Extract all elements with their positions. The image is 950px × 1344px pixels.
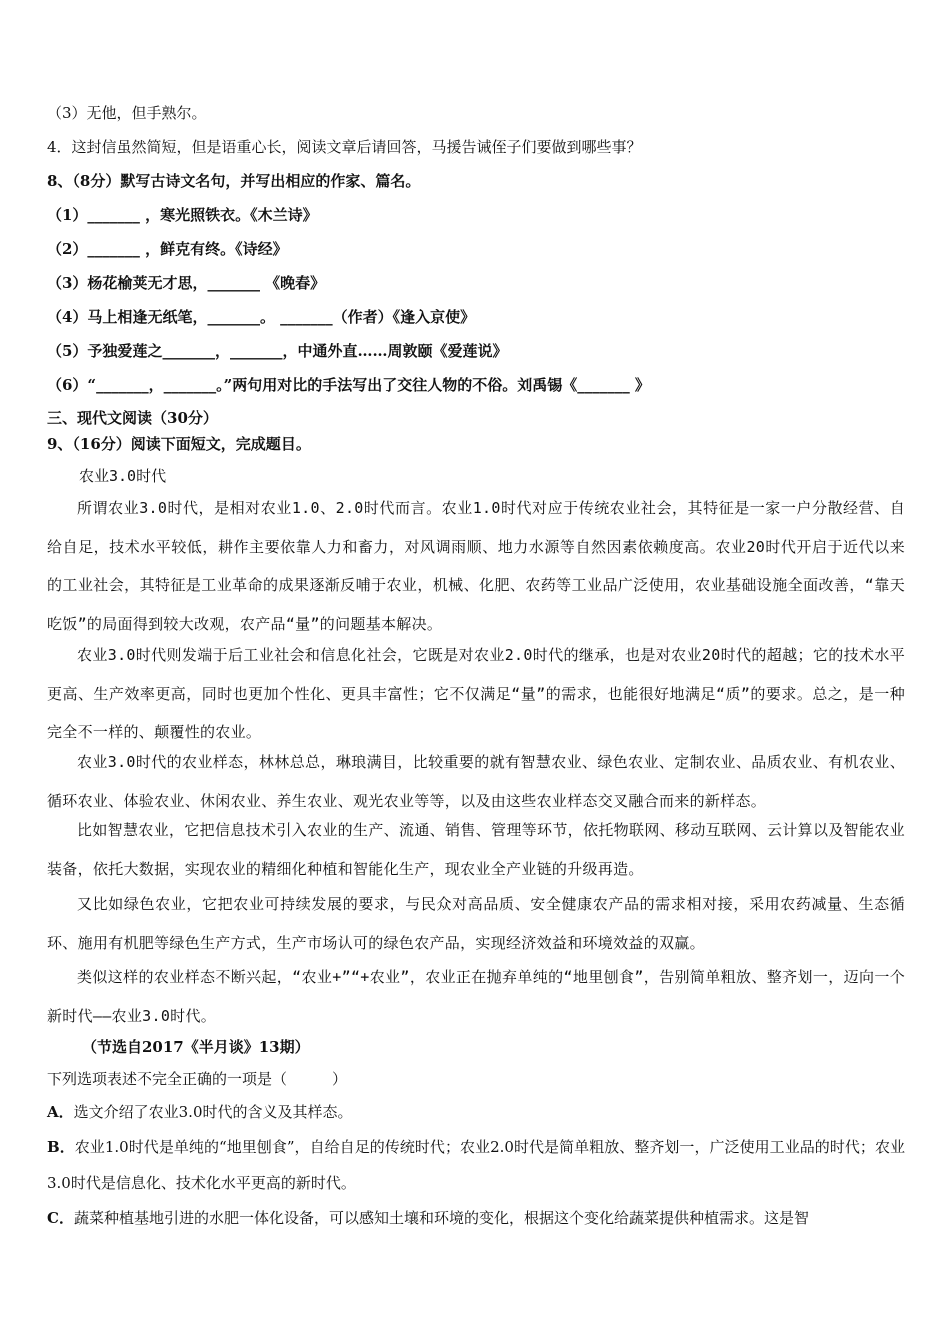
- q8-item-2: （2）_______ ，鲜克有终。《诗经》: [47, 240, 288, 258]
- option-b-text: 农业1.0时代是单纯的“地里刨食”，自给自足的传统时代；农业2.0时代是简单粗放、整齐划一，广泛使用工业品的时代；农业3.0时代是信息化、技术化水平更高的新时代。: [47, 1138, 905, 1192]
- option-c-text: 蔬菜种植基地引进的水肥一体化设备，可以感知土壤和环境的变化，根据这个变化给蔬菜提供种植需求。这是智: [73, 1209, 809, 1227]
- section-title: 三、现代文阅读（30分）: [47, 409, 218, 427]
- article-source: （节选自2017《半月谈》13期）: [82, 1038, 310, 1056]
- article-paragraph-4: 比如智慧农业，它把信息技术引入农业的生产、流通、销售、管理等环节，依托物联网、移动互联网、云计算以及智能农业装备，依托大数据，实现农业的精细化种植和智能化生产，现农业全产业链的升级再造。: [47, 821, 905, 878]
- q8-item-5: （5）予独爱莲之_______，_______，中通外直……周敦颐《爱莲说》: [47, 342, 508, 360]
- q8-item-4: （4）马上相逢无纸笔，_______。 _______（作者）《逢入京使》: [47, 308, 476, 326]
- article-paragraph-1: 所谓农业3.0时代，是相对农业1.0、2.0时代而言。农业1.0时代对应于传统农业社会，其特征是一家一户分散经营、自给自足，技术水平较低，耕作主要依靠人力和畜力，对风调雨顺、地力水源等自然因素依赖度高。农业20时代开启于近代以来的工业社会，其特征是工业革命的成果逐渐反哺于农业，机械、化肥、农药等工业品广泛使用，农业基础设施全面改善，“靠天吃饭”的局面得到较大改观，农产品“量”的问题基本解决。: [47, 499, 905, 633]
- q9-question: 下列选项表述不完全正确的一项是（ ）: [47, 1070, 348, 1088]
- q7-question-4: 4．这封信虽然简短，但是语重心长，阅读文章后请回答，马援告诫侄子们要做到哪些事？: [47, 138, 642, 156]
- q8-item-6: （6）“_______，_______。”两句用对比的手法写出了交往人物的不俗。刘禹锡《_______ 》: [47, 376, 650, 394]
- article-title: 农业3.0时代: [79, 467, 167, 485]
- article-paragraph-6: 类似这样的农业样态不断兴起，“农业+”“+农业”，农业正在抛弃单纯的“地里刨食”，告别简单粗放、整齐划一，迈向一个新时代——农业3.0时代。: [47, 968, 905, 1025]
- article-paragraph-5: 又比如绿色农业，它把农业可持续发展的要求，与民众对高品质、安全健康农产品的需求相对接，采用农药减量、生态循环、施用有机肥等绿色生产方式，生产市场认可的绿色农产品，实现经济效益和环境效益的双赢。: [47, 895, 905, 952]
- q8-item-1: （1）_______ ，寒光照铁衣。《木兰诗》: [47, 206, 318, 224]
- option-c-label: C．: [47, 1209, 74, 1227]
- article-paragraph-2: 农业3.0时代则发端于后工业社会和信息化社会，它既是对农业2.0时代的继承，也是对农业20时代的超越；它的技术水平更高、生产效率更高，同时也更加个性化、更具丰富性；它不仅满足“量”的需求，也能很好地满足“质”的要求。总之，是一种完全不一样的、颠覆性的农业。: [47, 646, 905, 741]
- option-a: [47, 1102, 907, 1122]
- q8-title: 8、（8分）默写古诗文名句，并写出相应的作家、篇名。: [47, 172, 421, 190]
- option-b-label: B．: [47, 1138, 75, 1156]
- article-paragraph-3: 农业3.0时代的农业样态，林林总总，琳琅满目，比较重要的就有智慧农业、绿色农业、定制农业、品质农业、有机农业、循环农业、体验农业、休闲农业、养生农业、观光农业等等，以及由这些农业样态交叉融合而来的新样态。: [47, 753, 905, 810]
- q9-title: 9、（16分）阅读下面短文，完成题目。: [47, 435, 311, 453]
- option-b: [47, 1129, 905, 1201]
- q7-item-3: （3）无他，但手熟尔。: [47, 104, 207, 122]
- option-a-label: A．: [47, 1103, 74, 1121]
- option-a-text: 选文介绍了农业3.0时代的含义及其样态。: [73, 1103, 353, 1121]
- q8-item-3: （3）杨花榆荚无才思，_______ 《晚春》: [47, 274, 326, 292]
- option-c: [47, 1208, 907, 1228]
